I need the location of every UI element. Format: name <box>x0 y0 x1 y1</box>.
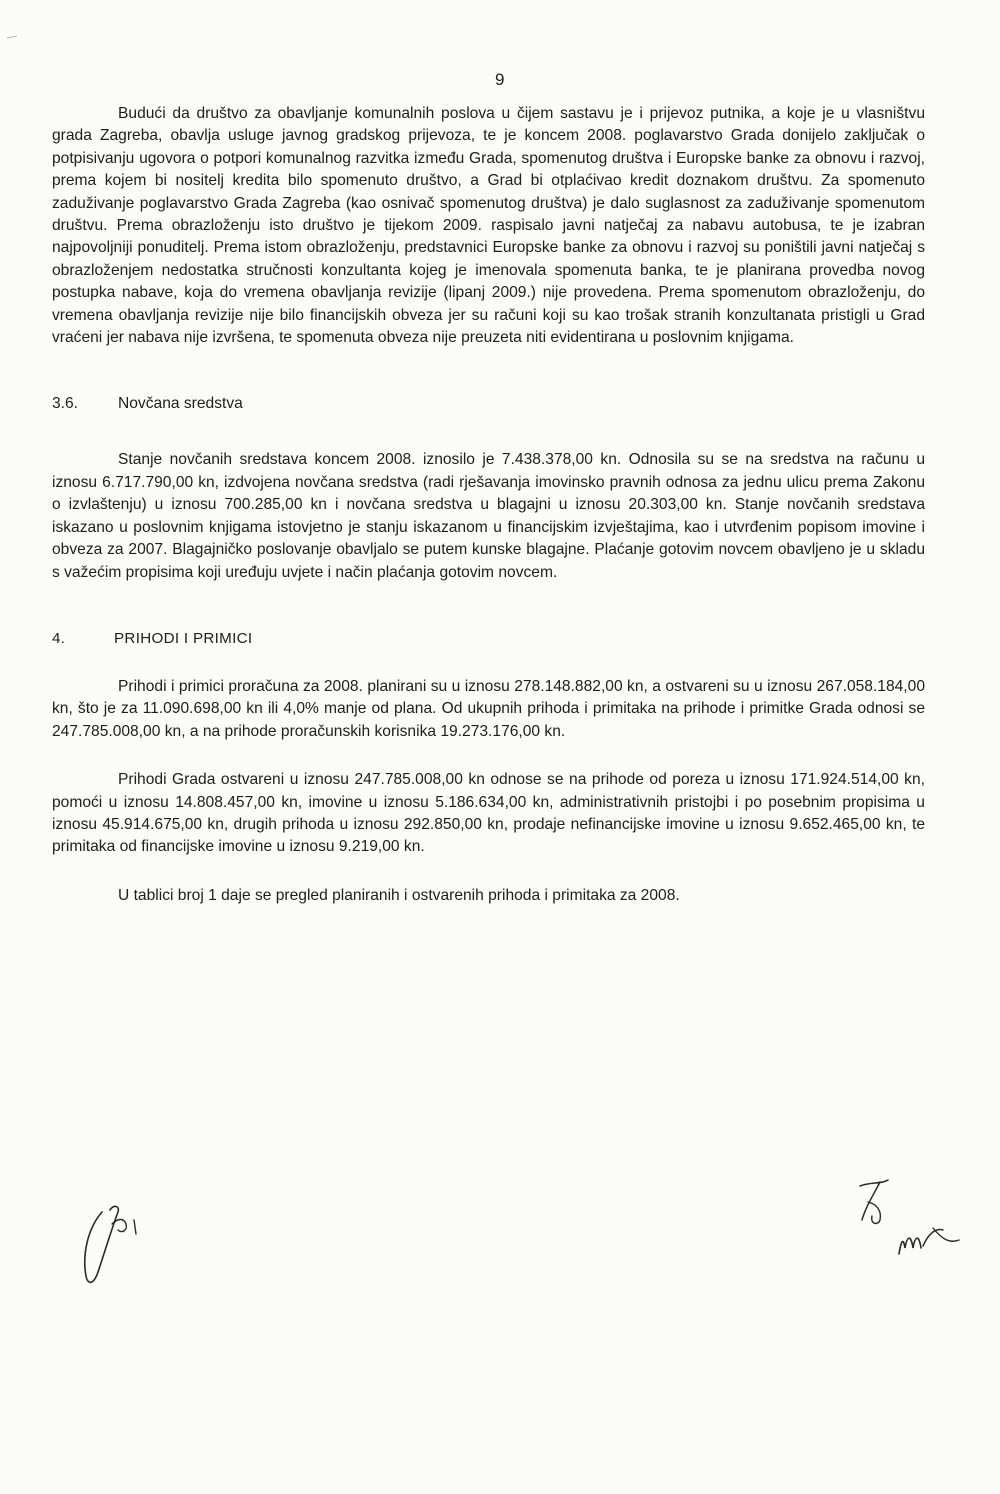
handwritten-initial-top <box>852 1176 898 1228</box>
handwritten-initial-bottom <box>893 1218 965 1262</box>
scan-mark <box>6 34 18 40</box>
paragraph-table-reference: U tablici broj 1 daje se pregled planiranih i ostvarenih prihoda i primitaka za 2008. <box>118 886 680 904</box>
paragraph-transport-credit: Budući da društvo za obavljanje komunalnih poslova u čijem sastavu je i prijevoz putnika, a koje je u vlasništvu grada Zagreba, obavlja usluge javnog gradskog prijevoza, te je koncem 2008. poglavarstvo Grada donijelo zaključak o potpisivanju ugovora o potpori komunalnog razvitka između Grada, spomenutog društva i Europske banke za obnovu i razvoj, prema kojem bi nositelj kredita bilo spomenuto društvo, a Grad bi otplaćivao kredit doznakom društvu. Za spomenuto zaduživanje poglavarstvo Grada Zagreba (kao osnivač spomenutog društva) je dalo suglasnost za zaduživanje spomenutom društvu. Prema obrazloženju isto društvo je tijekom 2009. raspisalo javni natječaj za nabavu autobusa, te je izabran najpovoljniji ponuditelj. Prema istom obrazloženju, predstavnici Europske banke za obnovu i razvoj su poništili javni natječaj s obrazloženjem nedostatka stručnosti konzultanta kojeg je imenovala spomenuta banka, te je planirana provedba novog postupka nabave, koja do vremena obavljanja revizije (lipanj 2009.) nije provedena. Prema spomenutom obrazloženju, do vremena obavljanja revizije nije bilo financijskih obveza jer su računi koji su kao trošak stranih konzultanata pristigli u Grad vraćeni jer nabava nije izvršena, te spomenuta obveza nije preuzeta niti evidentirana u poslovnim knjigama. <box>52 105 925 347</box>
handwritten-signature-left <box>78 1198 158 1290</box>
section-heading-3-6 <box>52 393 925 415</box>
section-number: 3.6. <box>52 395 79 413</box>
paragraph-revenue-plan: Prihodi i primici proračuna za 2008. planirani su u iznosu 278.148.882,00 kn, a ostvareni su u iznosu 267.058.184,00 kn, što je za 11.090.698,00 kn ili 4,0% manje od plana. Od ukupnih prihoda i primitaka na prihode i primitke Grada odnosi se 247.785.008,00 kn, a na prihode proračunskih korisnika 19.273.176,00 kn. <box>52 677 925 740</box>
section-heading-4 <box>52 628 925 650</box>
document-body <box>52 103 925 907</box>
section-title: PRIHODI I PRIMICI <box>114 629 253 647</box>
section-number: 4. <box>52 629 66 647</box>
page-number: 9 <box>495 70 505 89</box>
paragraph-cash-funds: Stanje novčanih sredstava koncem 2008. iznosilo je 7.438.378,00 kn. Odnosila su se na sredstva na računu u iznosu 6.717.790,00 kn, izdvojena novčana sredstva (radi rješavanja imovinsko pravnih odnosa za jednu ulicu prema Zakonu o izvlaštenju) u iznosu 700.285,00 kn i novčana sredstva u blagajni u iznosu 20.303,00 kn. Stanje novčanih sredstava iskazano u poslovnim knjigama istovjetno je stanju iskazanom u financijskim izvještajima, kao i utvrđenim popisom imovine i obveza za 2007. Blagajničko poslovanje obavljalo se putem kunske blagajne. Plaćanje gotovim novcem obavljeno je u skladu s važećim propisima koji uređuju uvjete i način plaćanja gotovim novcem. <box>52 451 925 581</box>
section-title: Novčana sredstva <box>118 395 243 413</box>
paragraph-revenue-breakdown: Prihodi Grada ostvareni u iznosu 247.785.008,00 kn odnose se na prihode od poreza u iznosu 171.924.514,00 kn, pomoći u iznosu 14.808.457,00 kn, imovine u iznosu 5.186.634,00 kn, administrativnih pristojbi i po posebnim propisima u iznosu 45.914.675,00 kn, drugih prihoda u iznosu 292.850,00 kn, prodaje nefinancijske imovine u iznosu 9.652.465,00 kn, te primitaka od financijske imovine u iznosu 9.219,00 kn. <box>52 771 925 856</box>
